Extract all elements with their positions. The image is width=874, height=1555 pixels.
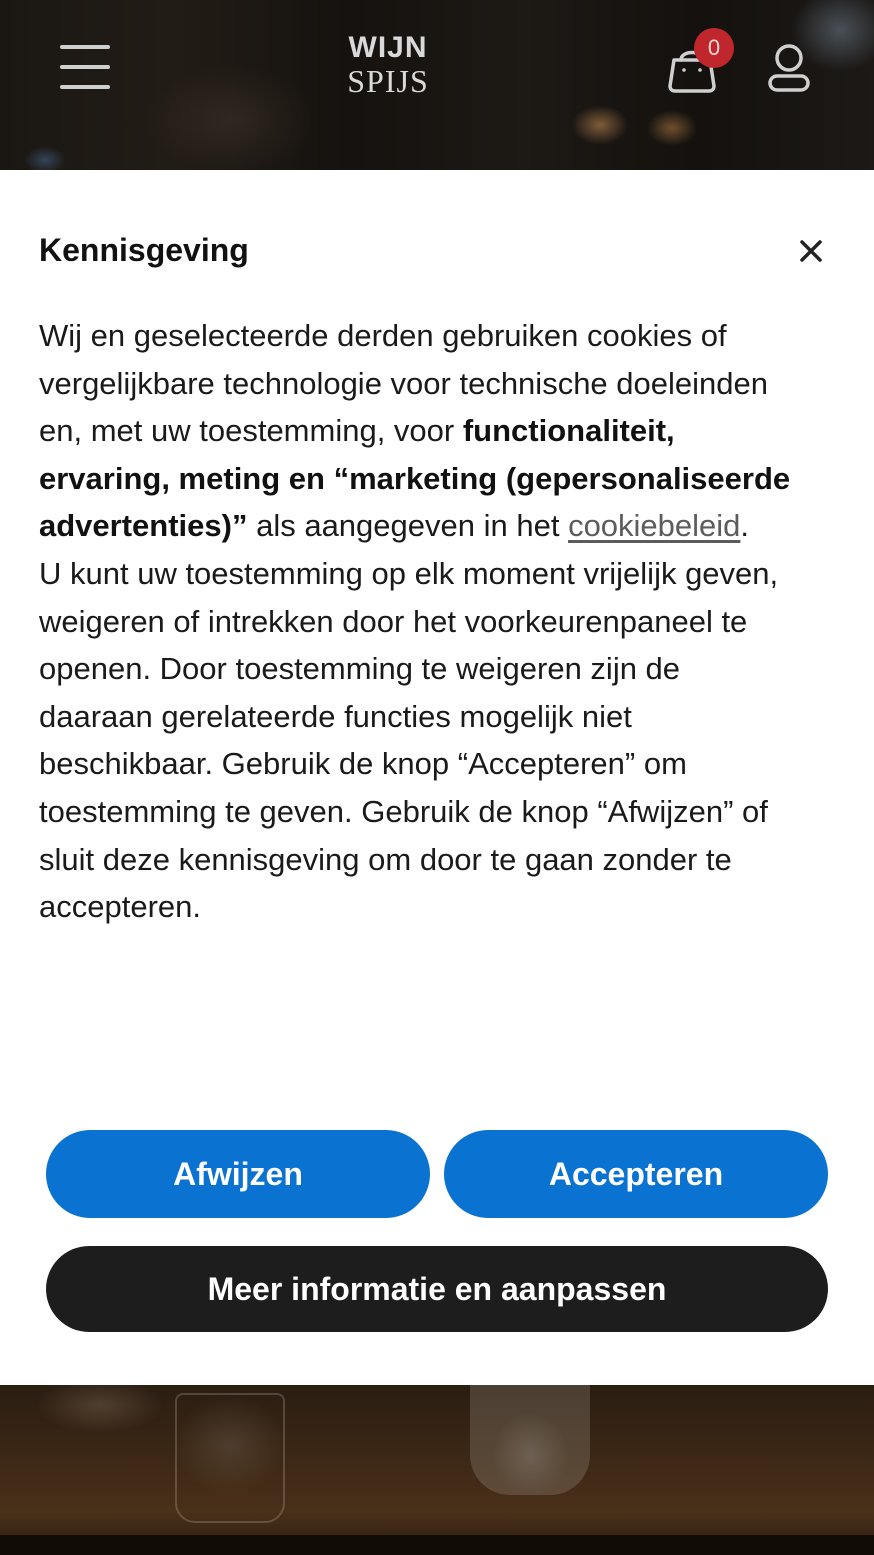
glass-shape bbox=[175, 1393, 285, 1523]
notice-text-end: . bbox=[740, 508, 750, 544]
cart-count-badge: 0 bbox=[694, 28, 734, 68]
close-icon[interactable] bbox=[790, 230, 832, 272]
notice-text-intro: Wij en geselecteerde derden gebruiken cookies of vergelijkbare technologie voor technische doeleinden en, met uw toestemming, voor bbox=[39, 318, 768, 449]
notice-text-consent-info: U kunt uw toestemming op elk moment vrijelijk geven, weigeren of intrekken door het voorkeurenpaneel te openen. Door toestemming te weigeren zijn de daaraan gerelateerde functies mogelijk niet beschikbaar. Gebruik de knop “Accepteren” om toestemming te geven. Gebruik de knop “Afwijzen” of sluit deze kennisgeving om door te gaan zonder te accepteren. bbox=[39, 555, 779, 925]
notice-title: Kennisgeving bbox=[39, 232, 249, 268]
logo-line-1: WIJN bbox=[348, 31, 428, 64]
background-photo bbox=[0, 1385, 874, 1555]
notice-body bbox=[39, 312, 799, 931]
reject-button[interactable]: Afwijzen bbox=[46, 1130, 430, 1218]
table-edge bbox=[0, 1535, 874, 1555]
logo-line-2: SPIJS bbox=[347, 63, 429, 99]
accept-button[interactable]: Accepteren bbox=[444, 1130, 828, 1218]
cookie-policy-link[interactable]: cookiebeleid bbox=[568, 508, 741, 544]
hamburger-menu-icon[interactable] bbox=[60, 45, 110, 89]
site-header bbox=[0, 0, 874, 170]
cookie-notice-dialog bbox=[0, 170, 874, 1385]
user-icon[interactable] bbox=[764, 42, 814, 94]
notice-text-purposes: functionaliteit, ervaring, meting en “marketing (gepersonaliseerde advertenties)” bbox=[39, 413, 791, 544]
more-info-customize-button[interactable]: Meer informatie en aanpassen bbox=[46, 1246, 828, 1332]
bottle-shape bbox=[470, 1385, 590, 1495]
site-logo[interactable] bbox=[322, 32, 454, 102]
notice-text-mid: als aangegeven in het bbox=[247, 508, 569, 544]
